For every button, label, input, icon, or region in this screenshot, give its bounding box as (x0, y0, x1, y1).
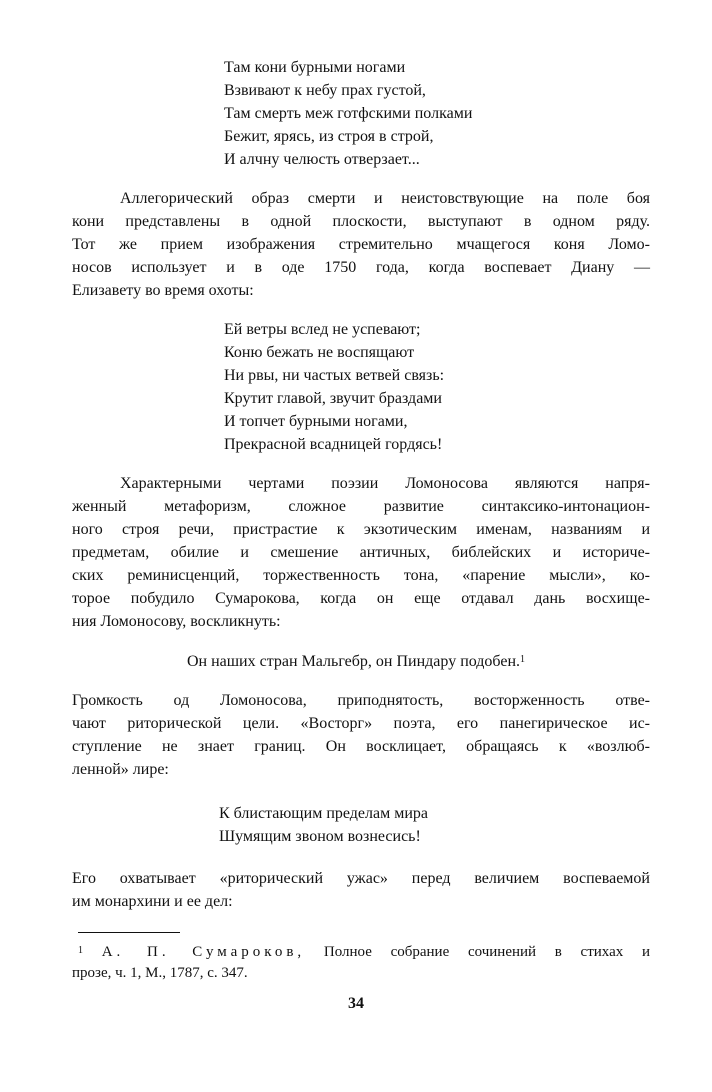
para4-line: Его охватывает «риторический ужас» перед величием воспеваемой (72, 870, 650, 887)
verse1-line: Взвивают к небу прах густой, (224, 82, 426, 99)
para3-line: Громкость од Ломоносова, приподнятость, восторженность отве- (72, 692, 650, 709)
para1-line: кони представлены в одной плоскости, выступают в одном ряду. (72, 213, 650, 230)
verse2-line: Крутит главой, звучит браздами (224, 390, 442, 407)
footnote-reference: 1 (520, 654, 526, 665)
page-number: 34 (348, 995, 364, 1012)
verse2-line: Прекрасной всадницей гордясь! (224, 436, 443, 453)
verse-stanza-1 (224, 56, 472, 171)
verse-stanza-3 (219, 802, 428, 848)
footnote-mark: 1 (78, 945, 83, 956)
paragraph-1 (72, 187, 650, 302)
para1-line: Аллегорический образ смерти и неистовствующие на поле боя (120, 190, 650, 207)
verse1-line: Бежит, ярясь, из строя в строй, (224, 128, 434, 145)
para2-line: ния Ломоносову, воскликнуть: (72, 613, 281, 630)
verse2-line: И топчет бурными ногами, (224, 413, 408, 430)
para2-line: женный метафоризм, сложное развитие синтаксико-интонацион- (72, 498, 650, 515)
footnote-title: Полное собрание сочинений в стихах и (323, 944, 650, 960)
verse1-line: Там кони бурными ногами (224, 59, 406, 76)
para1-line: носов использует и в оде 1750 года, когда воспевает Диану — (72, 259, 650, 276)
footnote-divider (78, 932, 180, 933)
footnote-line-2: прозе, ч. 1, М., 1787, с. 347. (72, 965, 248, 981)
verse1-line: И алчну челюсть отверзает... (224, 151, 420, 168)
verse3-line: Шумящим звоном вознесись! (219, 828, 421, 845)
footnote (72, 942, 650, 984)
para1-line: Тот же прием изображения стремительно мчащегося коня Ломо- (72, 236, 650, 253)
verse3-line: К блистающим пределам мира (219, 805, 429, 822)
verse-stanza-2 (224, 318, 444, 456)
para4-line: им монархини и ее дел: (72, 893, 233, 910)
para3-line: ленной» лире: (72, 761, 169, 778)
verse2-line: Ни рвы, ни частых ветвей связь: (224, 367, 445, 384)
quotation-line (0, 650, 712, 673)
para2-line: ских реминисценций, торжественность тона, «парение мысли», ко- (72, 567, 650, 584)
para1-line: Елизавету во время охоты: (72, 282, 254, 299)
verse2-line: Коню бежать не воспящают (224, 344, 415, 361)
para3-line: ступление не знает границ. Он восклицает, обращаясь к «возлюб- (72, 738, 650, 755)
paragraph-3 (72, 689, 650, 781)
quotation-text: Он наших стран Мальгебр, он Пиндару подобен. (186, 653, 521, 670)
paragraph-2 (72, 472, 650, 633)
paragraph-4 (72, 867, 650, 913)
para2-line: предметам, обилие и смешение античных, библейских и историче- (72, 544, 650, 561)
para2-line: торое побудило Сумарокова, когда он еще отдавал дань восхище- (72, 590, 650, 607)
para2-line: ного строя речи, пристрастие к экзотическим именам, названиям и (72, 521, 650, 538)
footnote-author: А. П. Сумароков, (101, 944, 306, 960)
para2-line: Характерными чертами поэзии Ломоносова являются напря- (120, 475, 650, 492)
verse2-line: Ей ветры вслед не успевают; (224, 321, 421, 338)
verse1-line: Там смерть меж готфскими полками (224, 105, 473, 122)
para3-line: чают риторической цели. «Восторг» поэта, его панегирическое ис- (72, 715, 650, 732)
